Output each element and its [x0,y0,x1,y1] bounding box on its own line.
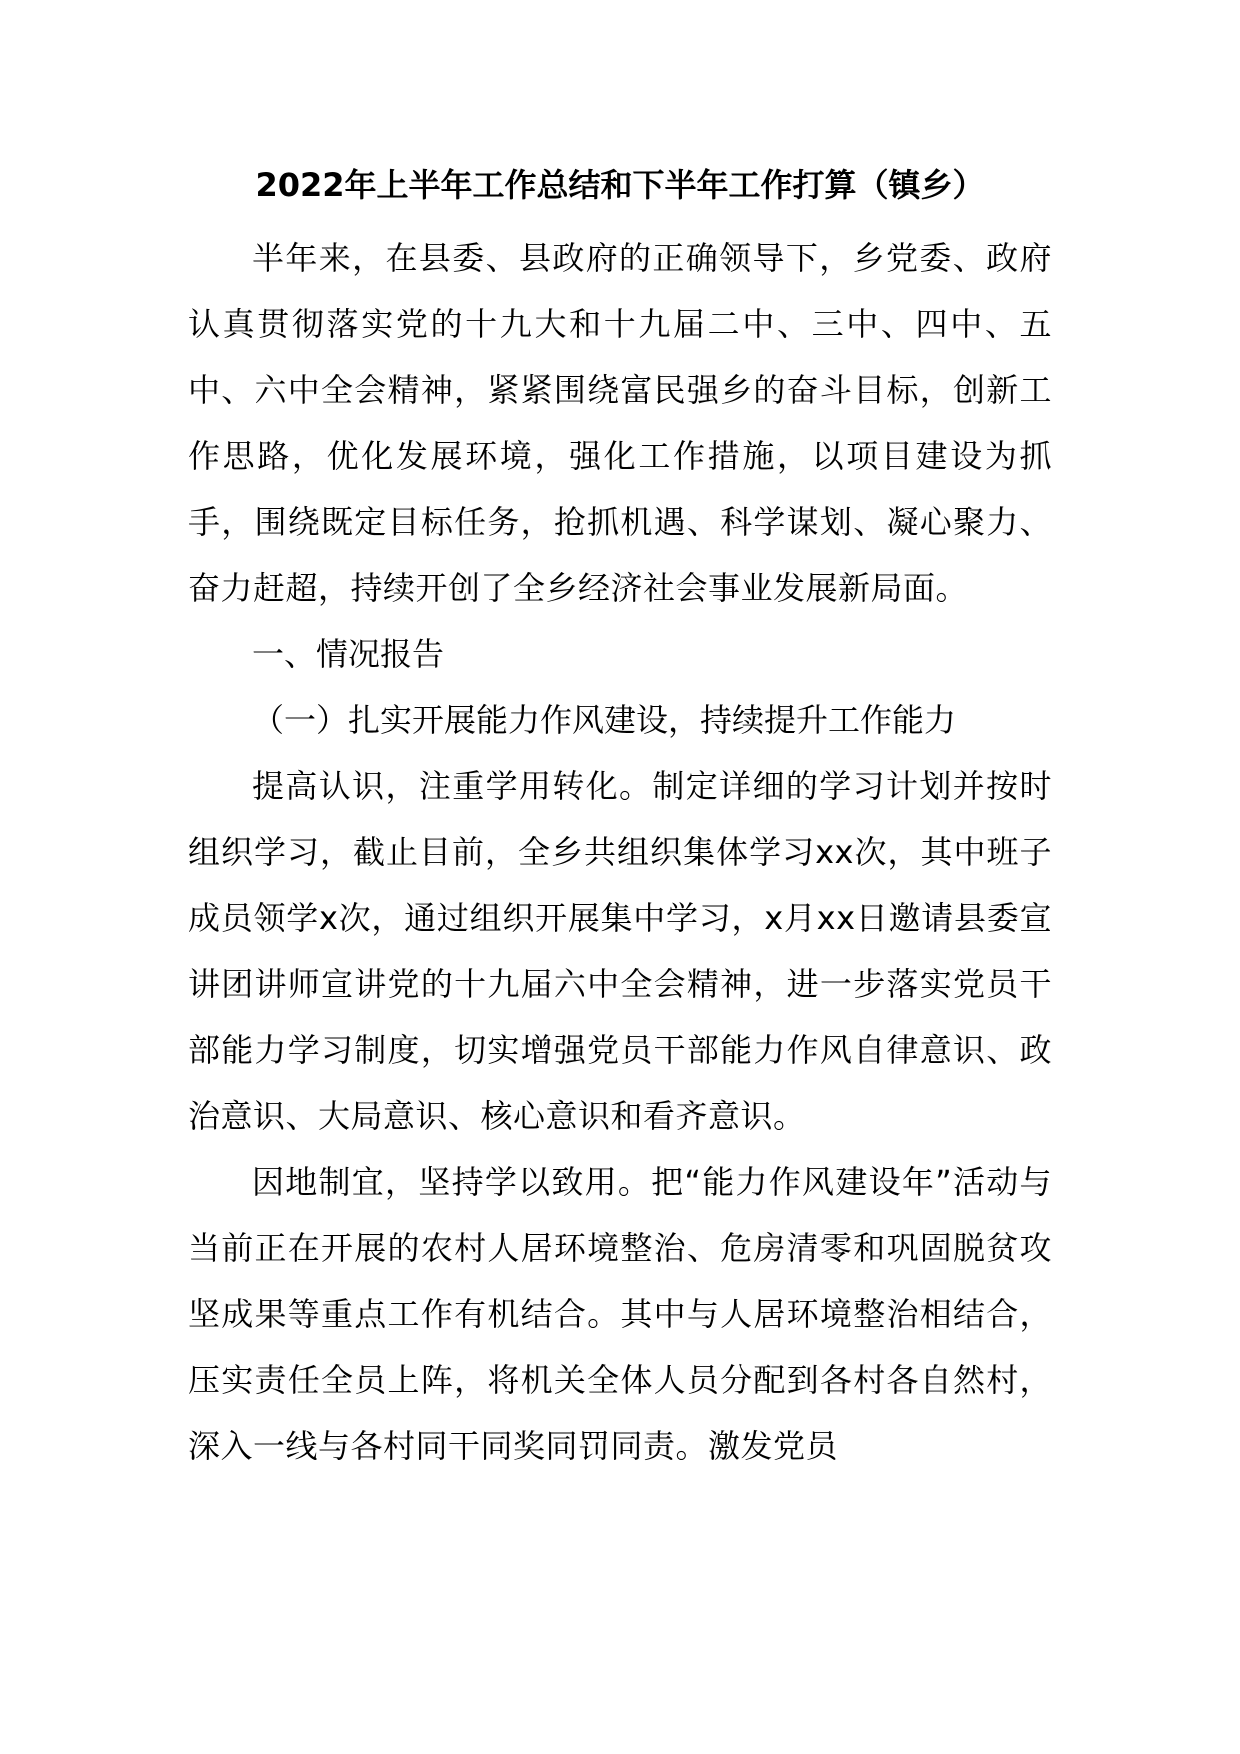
practice-paragraph: 因地制宜，坚持学以致用。把“能力作风建设年”活动与当前正在开展的农村人居环境整治、危房清零和巩固脱贫攻坚成果等重点工作有机结合。其中与人居环境整治相结合，压实责任全员上阵，将机关全体人员分配到各村各自然村，深入一线与各村同干同奖同罚同责。激发党员 [188,1163,1052,1465]
intro-paragraph: 半年来，在县委、县政府的正确领导下，乡党委、政府认真贯彻落实党的十九大和十九届二中、三中、四中、五中、六中全会精神，紧紧围绕富民强乡的奋斗目标，创新工作思路，优化发展环境，强化工作措施，以项目建设为抓手，围绕既定目标任务，抢抓机遇、科学谋划、凝心聚力、奋力赶超，持续开创了全乡经济社会事业发展新局面。 [188,239,1052,607]
document-title: 2022年上半年工作总结和下半年工作打算（镇乡） [255,166,985,204]
study-paragraph: 提高认识，注重学用转化。制定详细的学习计划并按时组织学习，截止目前，全乡共组织集体学习xx次，其中班子成员领学x次，通过组织开展集中学习，x月xx日邀请县委宣讲团讲师宣讲党的十九届六中全会精神，进一步落实党员干部能力学习制度，切实增强党员干部能力作风自律意识、政治意识、大局意识、核心意识和看齐意识。 [188,767,1052,1135]
section-heading: 一、情况报告 [252,635,445,673]
subsection-heading: （一）扎实开展能力作风建设，持续提升工作能力 [252,701,957,739]
document-body [188,225,1052,1479]
